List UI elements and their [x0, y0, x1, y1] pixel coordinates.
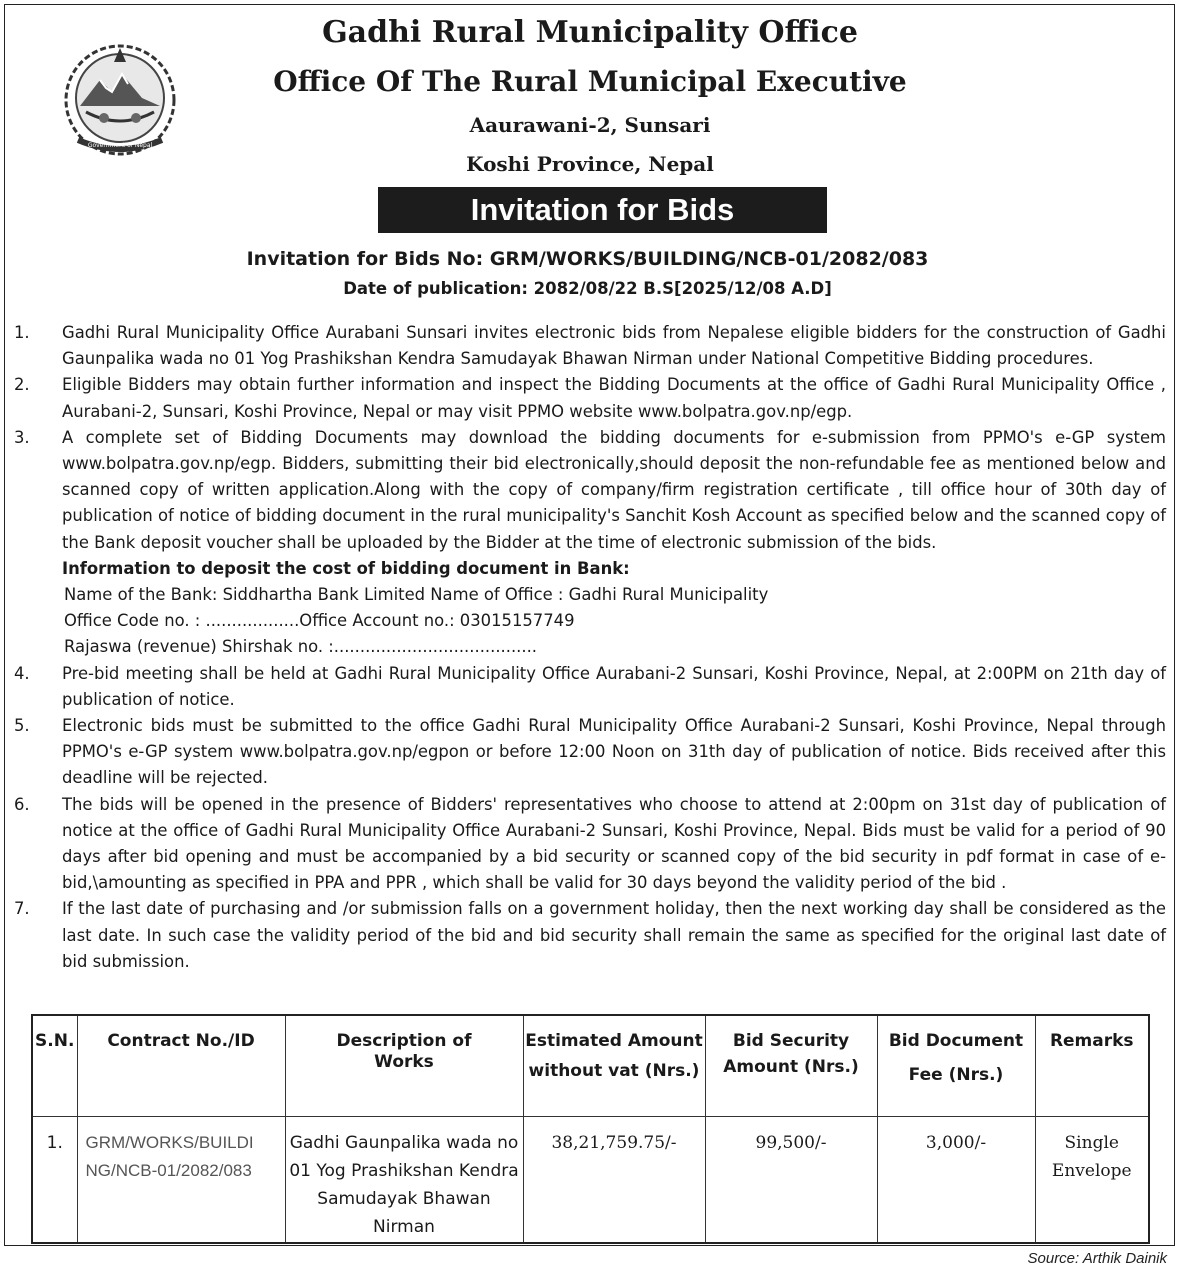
- clause-number: 3.: [14, 427, 30, 447]
- executive-title: Office Of The Rural Municipal Executive: [273, 65, 907, 98]
- clause-number: 7.: [14, 899, 30, 919]
- cell-fee: 3,000/-: [877, 1117, 1035, 1244]
- cell-description-line: Gadhi Gaunpalika wada no: [289, 1133, 519, 1153]
- cell-contract-line: NG/NCB-01/2082/083: [85, 1161, 252, 1180]
- office-province: Koshi Province, Nepal: [466, 152, 714, 176]
- header-fee-line: Fee (Nrs.): [908, 1065, 1004, 1085]
- clause-number: 6.: [14, 794, 30, 814]
- svg-text:Government of Nepal: Government of Nepal: [87, 142, 153, 149]
- office-account-line: Office Code no. : ..................Office Account no.: 03015157749: [64, 611, 575, 631]
- clause-1: [14, 320, 1166, 372]
- header-estimate-line: without vat (Nrs.): [528, 1061, 700, 1081]
- bank-info-heading: Information to deposit the cost of bidding document in Bank:: [62, 558, 630, 578]
- cell-remarks: [1035, 1117, 1149, 1244]
- cell-contract: [77, 1117, 285, 1244]
- header-sn: S.N.: [32, 1015, 77, 1117]
- cell-security: 99,500/-: [705, 1117, 877, 1244]
- clause-list: [14, 320, 1166, 975]
- header-fee-line: Bid Document: [888, 1031, 1024, 1051]
- revenue-line: Rajaswa (revenue) Shirshak no. :.......................................: [64, 637, 537, 657]
- header-security-line: Amount (Nrs.): [723, 1057, 859, 1077]
- clause-number: 4.: [14, 663, 30, 683]
- clause-3: [14, 425, 1166, 556]
- office-name: Gadhi Rural Municipality Office: [322, 15, 858, 50]
- clause-number: 2.: [14, 375, 30, 395]
- header-security-line: Bid Security: [732, 1031, 850, 1051]
- header-remarks: Remarks: [1035, 1015, 1149, 1117]
- header-fee: [877, 1015, 1035, 1117]
- clause-text: The bids will be opened in the presence of Bidders' representatives who choose to attend at 2:00pm on 31st day of publication of notice at the office of Gadhi Rural Municipality Office Aurabani-2 Sunsari, Koshi Province, Nepal. Bids must be valid for a period of 90 days after bid opening and must be accompanied by a bid security or scanned copy of the bid security in pdf format in case of e-bid,\amounting as specified in PPA and PPR , which shall be valid for 30 days beyond the validity period of the bid .: [62, 794, 1166, 893]
- table-header-row: [32, 1015, 1149, 1117]
- header-contract: Contract No./ID: [77, 1015, 285, 1117]
- clause-text: Eligible Bidders may obtain further information and inspect the Bidding Documents at the office of Gadhi Rural Municipality Office , Aurabani-2, Sunsari, Koshi Province, Nepal or may visit PPMO website www.bolpatra.gov.np/egp.: [62, 375, 1166, 421]
- cell-description-line: Nirman: [373, 1217, 435, 1237]
- cell-contract-line: GRM/WORKS/BUILDI: [85, 1133, 254, 1152]
- cell-estimate: 38,21,759.75/-: [523, 1117, 705, 1244]
- cell-description-line: 01 Yog Prashikshan Kendra: [289, 1161, 519, 1181]
- header-description-line: Works: [374, 1052, 434, 1072]
- ifb-number: Invitation for Bids No: GRM/WORKS/BUILDING/NCB-01/2082/083: [246, 248, 929, 270]
- bid-table: [31, 1014, 1150, 1244]
- publication-date: Date of publication: 2082/08/22 B.S[2025/12/08 A.D]: [343, 279, 832, 298]
- clause-text: Gadhi Rural Municipality Office Aurabani Sunsari invites electronic bids from Nepalese eligible bidders for the construction of Gadhi Gaunpalika wada no 01 Yog Prashikshan Kendra Samudayak Bhawan Nirman under National Competitive Bidding procedures.: [62, 323, 1166, 369]
- clause-number: 1.: [14, 323, 30, 342]
- clause-2: [14, 372, 1166, 424]
- nepal-emblem-icon: [50, 40, 190, 162]
- bank-name-line: Name of the Bank: Siddhartha Bank Limited Name of Office : Gadhi Rural Municipality: [64, 585, 769, 605]
- clause-7: [14, 896, 1166, 975]
- clause-text: A complete set of Bidding Documents may download the bidding documents for e-submission from PPMO's e-GP system www.bolpatra.gov.np/egp. Bidders, submitting their bid electronically,should deposit the non-refundable fee as mentioned below and scanned copy of written application.Along with the copy of company/firm registration certificate , till office hour of 30th day of publication of notice of bidding document in the rural municipality's Sanchit Kosh Account as specified below and the scanned copy of the Bank deposit voucher shall be uploaded by the Bidder at the time of electronic submission of the bids.: [62, 427, 1166, 552]
- cell-remarks-line: Single: [1064, 1133, 1119, 1153]
- clause-5: [14, 713, 1166, 792]
- clause-text: Electronic bids must be submitted to the office Gadhi Rural Municipality Office Aurabani-2 Sunsari, Koshi Province, Nepal through PPMO's e-GP system www.bolpatra.gov.np/egpon or before 12:00 Noon on 31th day of publication of notice. Bids received after this deadline will be rejected.: [62, 716, 1166, 788]
- cell-sn: 1.: [32, 1117, 77, 1244]
- header-description-line: Description of: [336, 1031, 472, 1051]
- header-security: [705, 1015, 877, 1117]
- clause-number: 5.: [14, 716, 30, 736]
- bank-info: [14, 556, 1166, 661]
- clause-4: [14, 661, 1166, 713]
- office-address: Aaurawani-2, Sunsari: [469, 113, 711, 137]
- header-estimate-line: Estimated Amount: [525, 1031, 703, 1051]
- cell-description-line: Samudayak Bhawan: [317, 1189, 491, 1209]
- cell-description: [285, 1117, 523, 1244]
- clause-text: If the last date of purchasing and /or submission falls on a government holiday, then the next working day shall be considered as the last date. In such case the validity period of the bid and bid security shall remain the same as specified for the original last date of bid submission.: [62, 899, 1166, 971]
- header-description: [285, 1015, 523, 1117]
- clause-6: [14, 792, 1166, 897]
- table-row: [32, 1117, 1149, 1244]
- cell-remarks-line: Envelope: [1051, 1161, 1132, 1181]
- header-estimate: [523, 1015, 705, 1117]
- clause-text: Pre-bid meeting shall be held at Gadhi Rural Municipality Office Aurabani-2 Sunsari, Koshi Province, Nepal, at 2:00PM on 21th day of publication of notice.: [62, 663, 1166, 709]
- source-credit: Source: Arthik Dainik: [1027, 1250, 1167, 1267]
- notice-banner: Invitation for Bids: [378, 187, 827, 233]
